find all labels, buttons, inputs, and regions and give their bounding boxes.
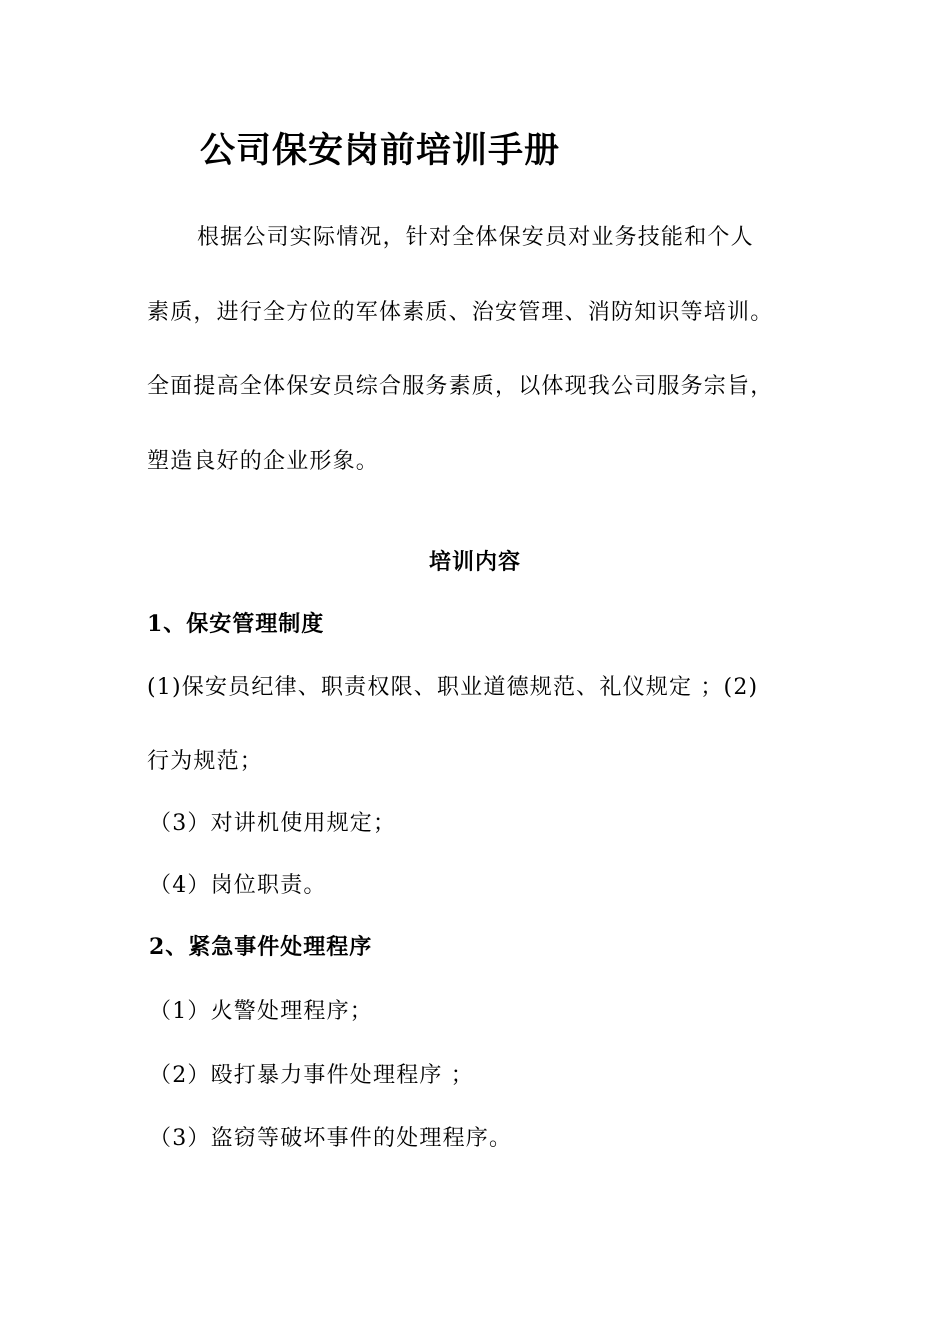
intro-line-2: 素质，进行全方位的军体素质、治安管理、消防知识等培训。 xyxy=(147,300,774,325)
intro-line-1: 根据公司实际情况，针对全体保安员对业务技能和个人 xyxy=(197,225,754,250)
list-item: （3）盗窃等破坏事件的处理程序。 xyxy=(149,1126,513,1151)
document-title: 公司保安岗前培训手册 xyxy=(200,130,561,171)
list-item: （2）殴打暴力事件处理程序 ； xyxy=(149,1063,474,1088)
intro-line-3: 全面提高全体保安员综合服务素质，以体现我公司服务宗旨， xyxy=(147,374,774,399)
section-heading-2: 2、紧急事件处理程序 xyxy=(149,934,373,960)
list-item: （1）火警处理程序； xyxy=(149,999,373,1024)
section-heading-1: 1、保安管理制度 xyxy=(147,611,325,637)
intro-line-4: 塑造良好的企业形象。 xyxy=(147,449,380,474)
list-item: 行为规范； xyxy=(147,749,264,774)
list-item: （3）对讲机使用规定； xyxy=(149,811,397,836)
list-item: (1)保安员纪律、职责权限、职业道德规范、礼仪规定 ；(2) xyxy=(147,675,759,700)
list-item: （4）岗位职责。 xyxy=(149,873,327,898)
section-title: 培训内容 xyxy=(428,549,521,575)
